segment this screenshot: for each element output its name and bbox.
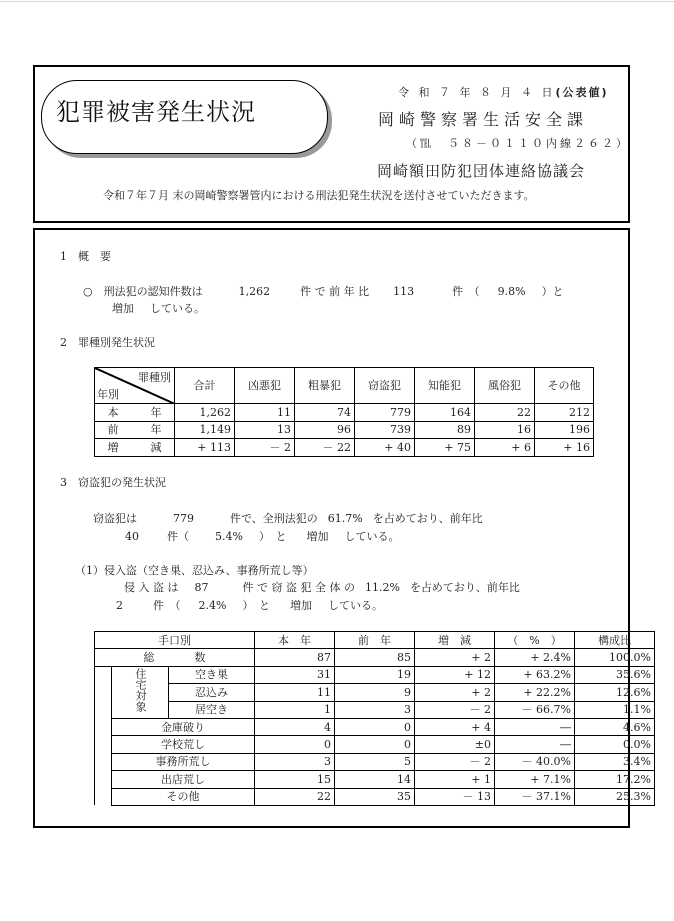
burglary-method-table [94,631,655,806]
table-row [95,701,655,718]
cell: ±0 [415,736,495,753]
cell: 5 [335,753,415,770]
text: 侵 入 盗 は [124,581,179,594]
column-header: 手口別 [95,632,255,649]
cell: － 66.7% [495,701,575,718]
text: 件 （ [153,599,181,612]
text: している。 [327,599,383,612]
column-header: その他 [535,368,594,404]
date-text: 令 和 ７ 年 ８ 月 ４ 日 [398,86,556,99]
row-label: 居空き [169,701,255,718]
column-header: 粗暴犯 [295,368,355,404]
text: 件 で 前 年 比 [300,285,370,298]
cell: 1.1% [575,701,655,718]
table-header-row [95,368,594,404]
table-row [95,788,655,805]
cell: 1,149 [175,421,235,439]
cell: 19 [335,666,415,683]
crime-type-table [94,367,594,457]
cell: 0 [335,718,415,735]
corner-bottom-label: 年別 [97,388,119,401]
theft-share: 61.7% [327,512,363,525]
table-row [95,718,655,735]
cell: 25.3% [575,788,655,805]
cell: + 7.1% [495,771,575,788]
cell: － 2 [235,439,295,457]
cell: 3 [255,753,335,770]
cell: 85 [335,649,415,666]
cell: 35 [335,788,415,805]
cell: + 2 [415,684,495,701]
section-2-heading: 2 罪種別発生状況 [60,336,155,349]
cell: 4 [255,718,335,735]
cell: 0.0% [575,736,655,753]
section-1-line-1 [83,283,564,299]
cell: 100.0% [575,649,655,666]
row-label: 出店荒し [112,771,255,788]
cell: 87 [255,649,335,666]
table-row [95,684,655,701]
text: している。 [150,302,205,315]
total-count: 1,262 [238,285,271,298]
column-header: 合計 [175,368,235,404]
cell: ― [495,718,575,735]
section-3-line-1 [93,510,483,526]
corner-top-label: 罪種別 [138,371,171,384]
text: している。 [344,530,400,543]
cell: 1,262 [175,404,235,422]
published-value-label: (公表値) [555,86,609,99]
theft-count: 779 [173,512,194,525]
row-label-char: 総 [143,651,155,665]
text: ） と [258,530,287,543]
column-header: 窃盗犯 [355,368,415,404]
column-header: 風俗犯 [475,368,535,404]
text: 件 で 窃 盗 犯 全 体 の [242,581,355,594]
cell: － 40.0% [495,753,575,770]
cell: 9 [335,684,415,701]
group-label-cell [112,666,169,718]
row-label-char: 本 [107,405,119,419]
row-label-char: 年 [150,423,162,437]
row-label [95,649,255,666]
row-label: 金庫破り [112,718,255,735]
row-label-char: 年 [150,405,162,419]
cell: + 4 [415,718,495,735]
column-header: 増 減 [415,632,495,649]
burglary-line-2 [116,597,383,613]
cell: + 12 [415,666,495,683]
cell: + 22.2% [495,684,575,701]
row-label [95,421,175,439]
cell: 0 [335,736,415,753]
text: ） と [242,599,270,612]
section-3-line-2 [125,528,399,544]
text: 窃盗犯は [93,512,137,525]
burglary-diff: 2 [116,599,123,612]
intro-text: 令和７年７月 末の岡崎警察署管内における刑法犯発生状況を送付させていただきます。 [103,189,535,202]
corner-header [95,368,175,404]
trend: 増加 [306,530,329,543]
text: ○ 刑法犯の認知件数は [83,285,203,298]
row-label-char: 増 [107,440,119,454]
cell: 17.2% [575,771,655,788]
table-row [95,421,594,439]
row-label-char: 数 [194,651,206,665]
text: 件（ [167,530,189,543]
cell: + 16 [535,439,594,457]
table-row [95,439,594,457]
text: 件で、全刑法犯の [230,512,318,525]
top-divider [0,1,674,2]
row-label: 空き巣 [169,666,255,683]
cell: + 40 [355,439,415,457]
cell: + 2.4% [495,649,575,666]
cell: 15 [255,771,335,788]
cell: 164 [415,404,475,422]
cell: 3 [335,701,415,718]
cell: － 2 [415,701,495,718]
publish-date [398,84,609,100]
text: を占めており、前年比 [409,581,520,594]
table-row [95,404,594,422]
cell: 22 [255,788,335,805]
row-label-char: 減 [150,440,162,454]
page-title: 犯罪被害発生状況 [56,98,256,126]
column-header: （ % ） [495,632,575,649]
text: を占めており、前年比 [372,512,483,525]
cell: 16 [475,421,535,439]
table-row-total [95,649,655,666]
cell: 11 [235,404,295,422]
cell: － 13 [415,788,495,805]
cell: 22 [475,404,535,422]
section-1-heading: 1 概 要 [60,250,111,263]
column-header: 凶悪犯 [235,368,295,404]
diff-percent: 9.8% [497,285,526,298]
cell: － 22 [295,439,355,457]
table-row [95,666,655,683]
indent-cell [95,666,112,805]
text: ）と [541,285,564,298]
theft-diff: 40 [125,530,139,543]
column-header: 前 年 [335,632,415,649]
trend: 増加 [112,302,134,315]
cell: 96 [295,421,355,439]
table-row [95,736,655,753]
cell: 3.4% [575,753,655,770]
cell: 13 [235,421,295,439]
row-label [95,404,175,422]
row-label: 忍込み [169,684,255,701]
cell: + 75 [415,439,475,457]
group-label: 住宅対象 [134,668,147,713]
burglary-line-1 [124,579,520,595]
cell: 12.6% [575,684,655,701]
cell: + 1 [415,771,495,788]
table-row [95,771,655,788]
column-header: 構成比 [575,632,655,649]
cell: － 2 [415,753,495,770]
burglary-diff-percent: 2.4% [198,599,227,612]
table-header-row [95,632,655,649]
cell: + 113 [175,439,235,457]
row-label [95,439,175,457]
section-1-line-2 [112,300,205,316]
cell: 11 [255,684,335,701]
cell: － 37.1% [495,788,575,805]
theft-diff-percent: 5.4% [215,530,243,543]
cell: ― [495,736,575,753]
cell: 1 [255,701,335,718]
burglary-count: 87 [194,581,209,594]
column-header: 知能犯 [415,368,475,404]
row-label-char: 前 [107,423,119,437]
text: 件 （ [452,285,480,298]
cell: + 2 [415,649,495,666]
cell: + 6 [475,439,535,457]
cell: 35.6% [575,666,655,683]
burglary-share: 11.2% [364,581,400,594]
trend: 増加 [289,599,312,612]
table-row [95,753,655,770]
cell: 779 [355,404,415,422]
department-name: 岡崎警察署生活安全課 [378,110,589,129]
cell: 196 [535,421,594,439]
cell: 739 [355,421,415,439]
cell: 14 [335,771,415,788]
cell: 74 [295,404,355,422]
cell: 4.6% [575,718,655,735]
cell: 31 [255,666,335,683]
section-3-heading: 3 窃盗犯の発生状況 [60,476,166,489]
column-header: 本 年 [255,632,335,649]
row-label: 学校荒し [112,736,255,753]
cell: 89 [415,421,475,439]
burglary-heading: （1）侵入盗（空き巣、忍込み、事務所荒し等） [75,564,314,577]
row-label: その他 [112,788,255,805]
diff-count: 113 [393,285,415,298]
cell: + 63.2% [495,666,575,683]
cell: 212 [535,404,594,422]
council-name: 岡崎額田防犯団体連絡協議会 [377,162,586,180]
cell: 0 [255,736,335,753]
telephone: （℡ ５８－０１１０内線２６２） [406,137,630,150]
row-label: 事務所荒し [112,753,255,770]
